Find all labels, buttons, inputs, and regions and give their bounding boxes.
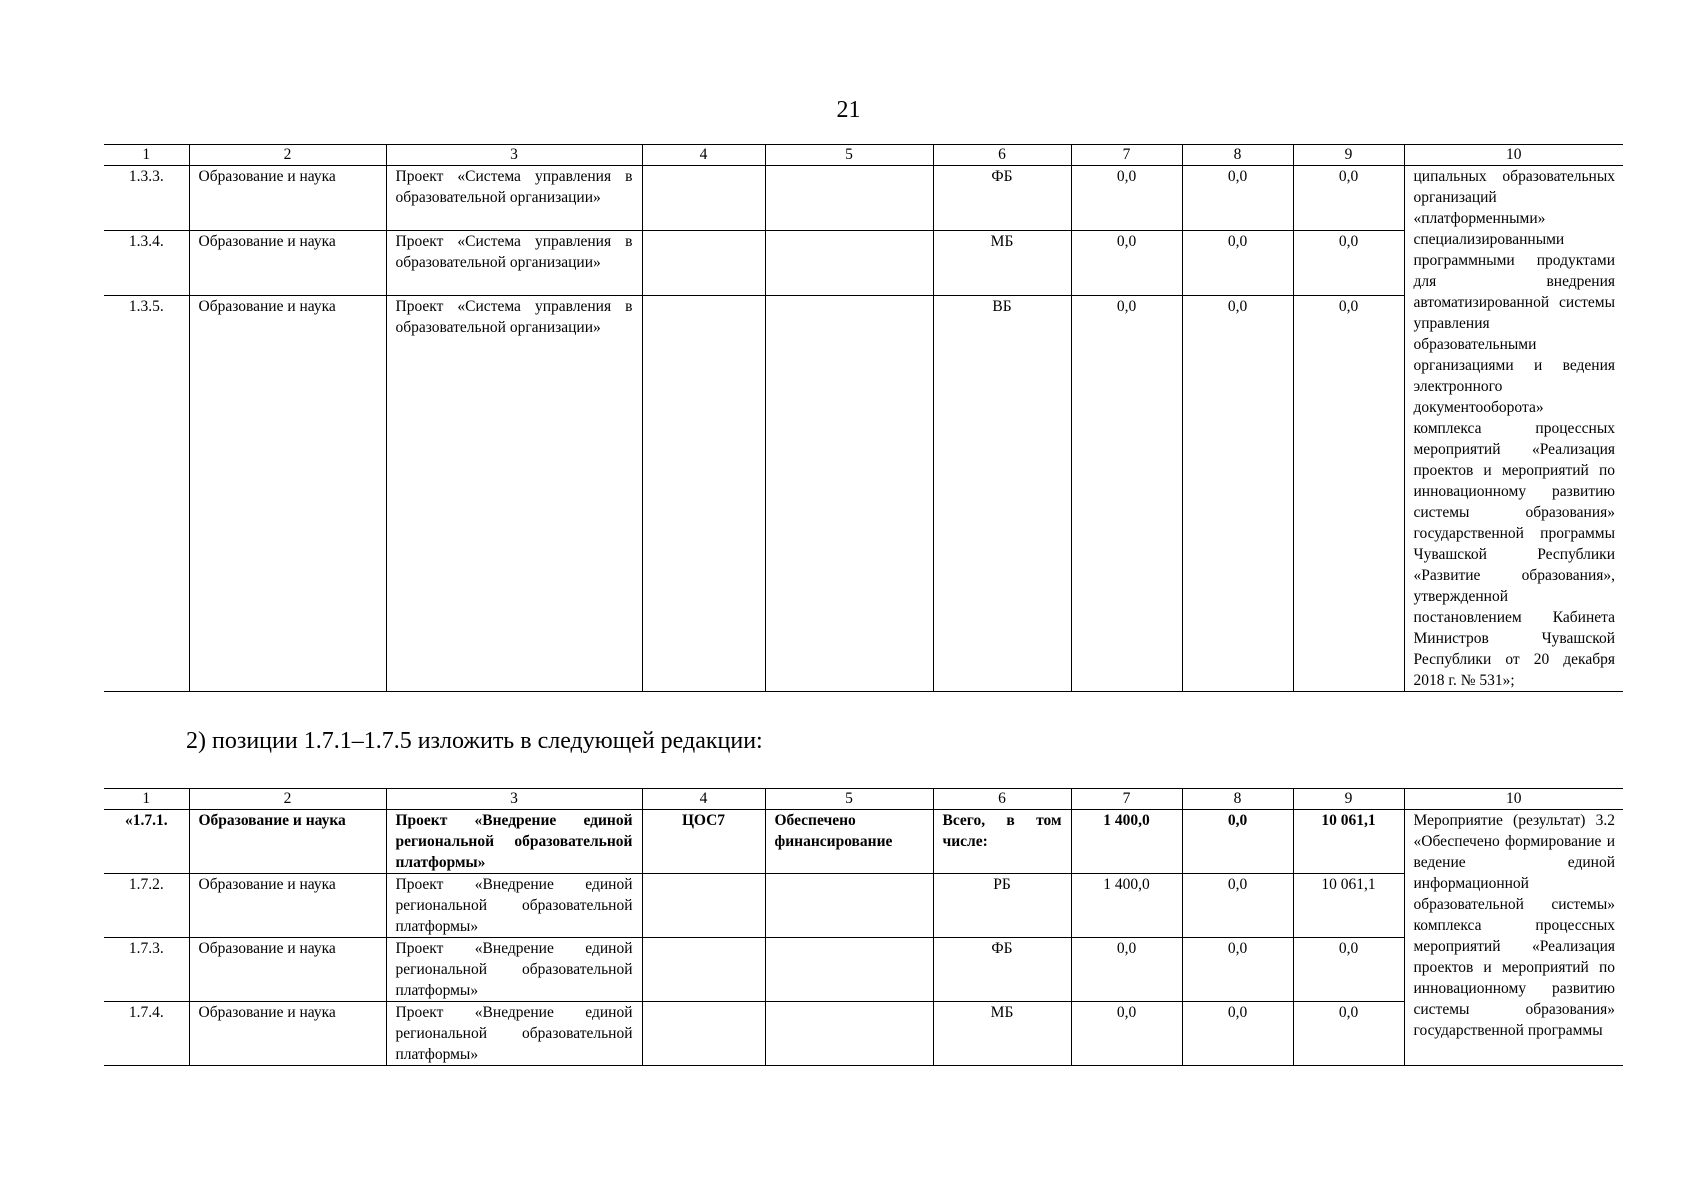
column-number-header: 2	[189, 145, 386, 166]
row-value-8: 0,0	[1182, 874, 1293, 938]
row-area: Образование и наука	[189, 1002, 386, 1066]
table-new-positions	[104, 788, 1623, 1066]
row-value-9: 10 061,1	[1293, 810, 1404, 874]
row-code	[642, 874, 765, 938]
row-code	[642, 1002, 765, 1066]
row-code	[642, 938, 765, 1002]
row-value-7: 0,0	[1071, 231, 1182, 296]
column-number-header: 10	[1404, 145, 1623, 166]
column-number-header: 3	[386, 789, 642, 810]
row-value-9: 0,0	[1293, 938, 1404, 1002]
row-number: 1.7.2.	[104, 874, 189, 938]
row-number: «1.7.1.	[104, 810, 189, 874]
row-value-8: 0,0	[1182, 938, 1293, 1002]
row-value-8: 0,0	[1182, 231, 1293, 296]
row-value-7: 0,0	[1071, 296, 1182, 692]
table-continuation	[104, 144, 1623, 692]
row-source: ФБ	[933, 166, 1071, 231]
table-row	[104, 938, 1623, 1002]
row-number: 1.7.4.	[104, 1002, 189, 1066]
amendment-instruction: 2) позиции 1.7.1–1.7.5 изложить в следующей редакции:	[186, 728, 763, 754]
row-project: Проект «Внедрение единой региональной образовательной платформы»	[386, 874, 642, 938]
row-value-9: 0,0	[1293, 166, 1404, 231]
row-value-7: 0,0	[1071, 1002, 1182, 1066]
row-project: Проект «Внедрение единой региональной образовательной платформы»	[386, 938, 642, 1002]
row-area: Образование и наука	[189, 296, 386, 692]
row-value-8: 0,0	[1182, 1002, 1293, 1066]
row-project: Проект «Система управления в образовательной организации»	[386, 231, 642, 296]
row-description: ципальных образовательных организаций «платформенными» специализированными программными продуктами для внедрения автоматизированной системы управления образовательными организациями и ведения электронного документооборота» комплекса процессных мероприятий «Реализация проектов и мероприятий по инновационному развитию системы образования» государственной программы Чувашской Республики «Развитие образования», утвержденной постановлением Кабинета Министров Чувашской Республики от 20 декабря 2018 г. № 531»;	[1404, 166, 1623, 692]
row-code	[642, 231, 765, 296]
row-value-9: 0,0	[1293, 231, 1404, 296]
column-number-header: 5	[765, 789, 933, 810]
table-header-row	[104, 789, 1623, 810]
row-source: МБ	[933, 1002, 1071, 1066]
row-project: Проект «Внедрение единой региональной образовательной платформы»	[386, 810, 642, 874]
row-project: Проект «Система управления в образовательной организации»	[386, 296, 642, 692]
row-area: Образование и наука	[189, 231, 386, 296]
row-result	[765, 296, 933, 692]
column-number-header: 8	[1182, 145, 1293, 166]
row-area: Образование и наука	[189, 938, 386, 1002]
column-number-header: 1	[104, 789, 189, 810]
row-source: ФБ	[933, 938, 1071, 1002]
table-row	[104, 810, 1623, 874]
row-value-7: 0,0	[1071, 938, 1182, 1002]
column-number-header: 6	[933, 789, 1071, 810]
column-number-header: 6	[933, 145, 1071, 166]
row-number: 1.7.3.	[104, 938, 189, 1002]
row-value-8: 0,0	[1182, 810, 1293, 874]
row-source: ВБ	[933, 296, 1071, 692]
row-source: МБ	[933, 231, 1071, 296]
row-value-9: 10 061,1	[1293, 874, 1404, 938]
row-number: 1.3.4.	[104, 231, 189, 296]
row-result: Обеспечено финансирование	[765, 810, 933, 874]
row-value-8: 0,0	[1182, 296, 1293, 692]
table-row	[104, 874, 1623, 938]
row-source: РБ	[933, 874, 1071, 938]
row-value-7: 0,0	[1071, 166, 1182, 231]
row-project: Проект «Система управления в образовательной организации»	[386, 166, 642, 231]
row-code	[642, 166, 765, 231]
row-value-9: 0,0	[1293, 1002, 1404, 1066]
column-number-header: 1	[104, 145, 189, 166]
column-number-header: 7	[1071, 145, 1182, 166]
table-row	[104, 231, 1623, 296]
row-source: Всего, в том числе:	[933, 810, 1071, 874]
row-area: Образование и наука	[189, 810, 386, 874]
column-number-header: 2	[189, 789, 386, 810]
row-value-7: 1 400,0	[1071, 810, 1182, 874]
row-code	[642, 296, 765, 692]
row-description: Мероприятие (результат) 3.2 «Обеспечено формирование и ведение единой информационной образовательной системы» комплекса процессных мероприятий «Реализация проектов и мероприятий по инновационному развитию системы образования» государственной программы	[1404, 810, 1623, 1066]
column-number-header: 10	[1404, 789, 1623, 810]
column-number-header: 9	[1293, 789, 1404, 810]
table-row	[104, 166, 1623, 231]
row-result	[765, 1002, 933, 1066]
table-header-row	[104, 145, 1623, 166]
row-value-8: 0,0	[1182, 166, 1293, 231]
row-result	[765, 938, 933, 1002]
row-result	[765, 166, 933, 231]
column-number-header: 4	[642, 789, 765, 810]
column-number-header: 7	[1071, 789, 1182, 810]
table-row	[104, 296, 1623, 692]
column-number-header: 3	[386, 145, 642, 166]
row-area: Образование и наука	[189, 166, 386, 231]
page-number: 21	[836, 97, 861, 123]
column-number-header: 5	[765, 145, 933, 166]
row-result	[765, 231, 933, 296]
row-value-7: 1 400,0	[1071, 874, 1182, 938]
table-row	[104, 1002, 1623, 1066]
column-number-header: 8	[1182, 789, 1293, 810]
row-number: 1.3.5.	[104, 296, 189, 692]
row-project: Проект «Внедрение единой региональной образовательной платформы»	[386, 1002, 642, 1066]
row-area: Образование и наука	[189, 874, 386, 938]
row-code: ЦОС7	[642, 810, 765, 874]
column-number-header: 9	[1293, 145, 1404, 166]
column-number-header: 4	[642, 145, 765, 166]
row-number: 1.3.3.	[104, 166, 189, 231]
row-result	[765, 874, 933, 938]
row-value-9: 0,0	[1293, 296, 1404, 692]
